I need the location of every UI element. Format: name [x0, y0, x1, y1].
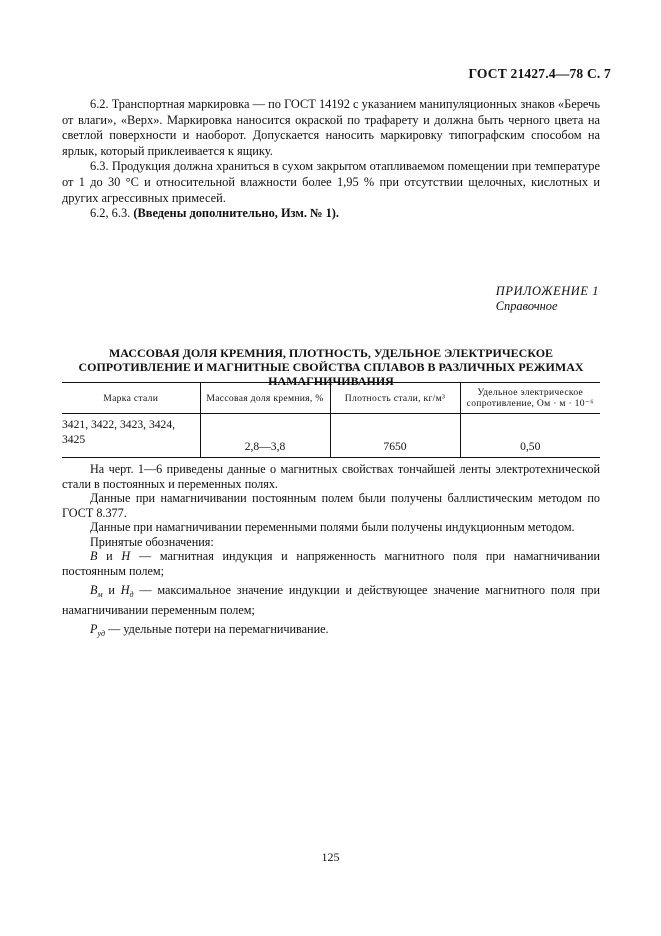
header-silicon: Массовая доля кремния, %: [200, 383, 330, 414]
header-resistance: [460, 383, 600, 414]
header-resistance-line2: сопротивление, Ом · м · 10⁻⁶: [466, 398, 594, 409]
notes-section: [62, 462, 600, 642]
cell-steel-grades: [62, 414, 200, 458]
symbol-and-1: и: [97, 549, 122, 563]
header-steel-grade: Марка стали: [62, 383, 200, 414]
table-header-row: [62, 383, 600, 414]
appendix-subtitle: Справочное: [495, 299, 558, 313]
properties-table: [62, 382, 600, 458]
table-title: МАССОВАЯ ДОЛЯ КРЕМНИЯ, ПЛОТНОСТЬ, УДЕЛЬНОЕ ЭЛЕКТРИЧЕСКОЕ СОПРОТИВЛЕНИЕ И МАГНИТНЫЕ СВОЙСТВА СПЛАВОВ В РАЗЛИЧНЫХ РЕЖИМАХ НАМАГНИЧИВАНИЯ: [78, 346, 584, 388]
paragraph-amendment: [62, 206, 600, 222]
symbol-b: B: [90, 549, 98, 563]
note-4: Принятые обозначения:: [90, 534, 214, 549]
symbol-and-2: и: [102, 583, 121, 597]
symbol-def-1-text: — магнитная индукция и напряженность магнитного поля при намагничивании постоянным полем;: [62, 549, 600, 578]
page-number: 125: [321, 850, 340, 864]
symbol-bm-sub: м: [97, 590, 103, 599]
symbol-def-1: [62, 549, 600, 578]
symbol-def-2: [62, 583, 600, 617]
note-3: Данные при намагничивании переменными полями были получены индукционным методом.: [90, 520, 575, 534]
symbol-bm: B: [90, 583, 98, 597]
paragraph-6-2: 6.2. Транспортная маркировка — по ГОСТ 14192 с указанием манипуляционных знаков «Беречь от влаги», «Верх». Маркировка наносится окраской по трафарету и должна быть черного цвета на светлой поверхности и наоборот. Допускается наносить маркировку типографским способом на ярлык, который приклеивается к ящику.: [62, 97, 600, 158]
note-2: Данные при намагничивании постоянным полем были получены баллистическим методом по ГОСТ 8.377.: [62, 491, 600, 520]
note-1: На черт. 1—6 приведены данные о магнитных свойствах тончайшей ленты электротехнической стали в постоянных и переменных полях.: [62, 462, 600, 491]
symbol-def-2-text: — максимальное значение индукции и действующее значение магнитного поля при намагничивании переменным полем;: [62, 583, 600, 617]
amendment-prefix: 6.2, 6.3.: [90, 206, 134, 221]
cell-resistance: 0,50: [460, 414, 600, 458]
cell-silicon: 2,8—3,8: [200, 414, 330, 458]
symbol-hd: H: [120, 583, 130, 597]
symbol-def-3: [62, 622, 600, 642]
symbol-pud-sub: уд: [97, 629, 106, 638]
header-density: Плотность стали, кг/м³: [330, 383, 460, 414]
appendix-label: [496, 284, 599, 314]
table-row: [62, 414, 600, 458]
symbol-hd-sub: д: [129, 590, 134, 599]
cell-steel-line1: 3421, 3422, 3423, 3424,: [62, 418, 176, 431]
header-resistance-line1: Удельное электрическое: [477, 387, 584, 398]
appendix-title: ПРИЛОЖЕНИЕ 1: [495, 284, 599, 298]
section-text: [62, 97, 600, 222]
symbol-pud: P: [90, 622, 98, 636]
symbol-def-3-text: — удельные потери на перемагничивание.: [105, 622, 329, 636]
symbol-h: H: [121, 549, 131, 563]
cell-steel-line2: 3425: [62, 433, 86, 446]
paragraph-6-3: 6.3. Продукция должна храниться в сухом закрытом отапливаемом помещении при температуре от 1 до 30 °С и относительной влажности более 1,95 % при отсутствии щелочных, кислотных и других агрессивных примесей.: [62, 159, 600, 205]
amendment-note: (Введены дополнительно, Изм. № 1).: [133, 206, 339, 221]
cell-density: 7650: [330, 414, 460, 458]
document-header: ГОСТ 21427.4—78 С. 7: [468, 66, 611, 81]
